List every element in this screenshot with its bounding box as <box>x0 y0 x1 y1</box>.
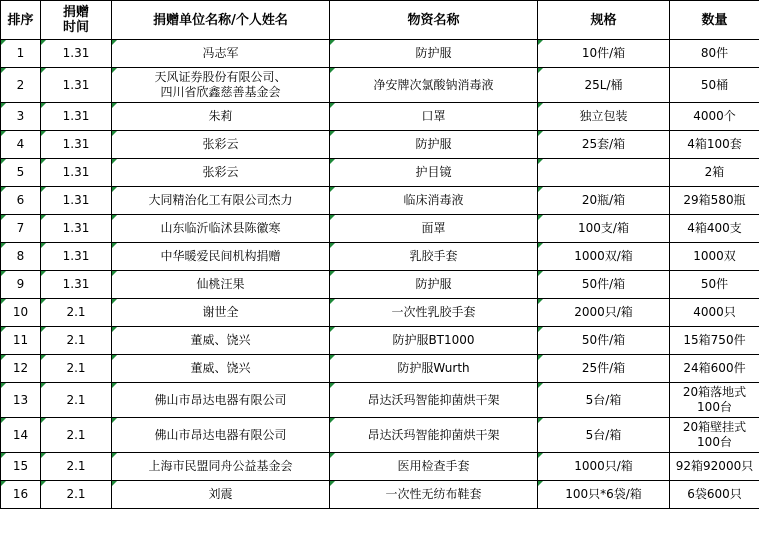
cell-spec: 20瓶/箱 <box>538 187 670 215</box>
cell-donor: 朱莉 <box>112 103 330 131</box>
cell-seq: 1 <box>1 40 41 68</box>
cell-date: 1.31 <box>41 40 112 68</box>
cell-qty: 4000只 <box>670 299 759 327</box>
table-row <box>1 481 759 509</box>
cell-qty: 29箱580瓶 <box>670 187 759 215</box>
table-row <box>1 453 759 481</box>
cell-spec: 1000双/箱 <box>538 243 670 271</box>
cell-date: 1.31 <box>41 271 112 299</box>
cell-donor: 张彩云 <box>112 159 330 187</box>
cell-item: 防护服BT1000 <box>330 327 538 355</box>
cell-seq: 8 <box>1 243 41 271</box>
cell-qty: 92箱92000只 <box>670 453 759 481</box>
header-donor: 捐赠单位名称/个人姓名 <box>112 1 330 40</box>
cell-donor: 刘震 <box>112 481 330 509</box>
table-row <box>1 327 759 355</box>
cell-item: 防护服 <box>330 271 538 299</box>
cell-seq: 16 <box>1 481 41 509</box>
header-seq: 排序 <box>1 1 41 40</box>
table-row <box>1 418 759 453</box>
cell-item: 昂达沃玛智能抑菌烘干架 <box>330 418 538 453</box>
cell-item: 临床消毒液 <box>330 187 538 215</box>
cell-date: 2.1 <box>41 355 112 383</box>
cell-donor: 冯志军 <box>112 40 330 68</box>
cell-item: 口罩 <box>330 103 538 131</box>
cell-date: 2.1 <box>41 418 112 453</box>
table-row <box>1 271 759 299</box>
header-spec: 规格 <box>538 1 670 40</box>
cell-qty: 4000个 <box>670 103 759 131</box>
table-body <box>1 40 759 509</box>
cell-donor: 佛山市昂达电器有限公司 <box>112 383 330 418</box>
cell-seq: 11 <box>1 327 41 355</box>
cell-spec <box>538 159 670 187</box>
cell-item: 护目镜 <box>330 159 538 187</box>
cell-seq: 15 <box>1 453 41 481</box>
table-row <box>1 187 759 215</box>
cell-donor: 谢世全 <box>112 299 330 327</box>
cell-spec: 25件/箱 <box>538 355 670 383</box>
cell-item: 净安牌次氯酸钠消毒液 <box>330 68 538 103</box>
table-row <box>1 131 759 159</box>
cell-qty: 4箱100套 <box>670 131 759 159</box>
cell-qty: 20箱壁挂式 100台 <box>670 418 759 453</box>
cell-item: 昂达沃玛智能抑菌烘干架 <box>330 383 538 418</box>
cell-seq: 7 <box>1 215 41 243</box>
cell-donor: 仙桃汪果 <box>112 271 330 299</box>
cell-spec: 100只*6袋/箱 <box>538 481 670 509</box>
cell-date: 2.1 <box>41 383 112 418</box>
cell-date: 1.31 <box>41 68 112 103</box>
cell-spec: 2000只/箱 <box>538 299 670 327</box>
cell-item: 防护服 <box>330 40 538 68</box>
table-row <box>1 159 759 187</box>
cell-qty: 4箱400支 <box>670 215 759 243</box>
cell-seq: 3 <box>1 103 41 131</box>
cell-donor: 董威、饶兴 <box>112 355 330 383</box>
cell-qty: 2箱 <box>670 159 759 187</box>
cell-qty: 20箱落地式 100台 <box>670 383 759 418</box>
header-row <box>1 1 759 40</box>
cell-item: 一次性乳胶手套 <box>330 299 538 327</box>
cell-date: 1.31 <box>41 131 112 159</box>
cell-qty: 1000双 <box>670 243 759 271</box>
cell-spec: 50件/箱 <box>538 271 670 299</box>
table-row <box>1 68 759 103</box>
cell-item: 一次性无纺布鞋套 <box>330 481 538 509</box>
cell-qty: 24箱600件 <box>670 355 759 383</box>
cell-seq: 9 <box>1 271 41 299</box>
table-row <box>1 215 759 243</box>
table-row <box>1 299 759 327</box>
cell-seq: 5 <box>1 159 41 187</box>
cell-seq: 14 <box>1 418 41 453</box>
cell-qty: 6袋600只 <box>670 481 759 509</box>
cell-date: 1.31 <box>41 103 112 131</box>
cell-item: 乳胶手套 <box>330 243 538 271</box>
cell-date: 1.31 <box>41 243 112 271</box>
cell-donor: 大同精治化工有限公司杰力 <box>112 187 330 215</box>
cell-item: 面罩 <box>330 215 538 243</box>
cell-seq: 4 <box>1 131 41 159</box>
header-item: 物资名称 <box>330 1 538 40</box>
table-row <box>1 355 759 383</box>
cell-seq: 2 <box>1 68 41 103</box>
cell-qty: 50桶 <box>670 68 759 103</box>
cell-date: 2.1 <box>41 481 112 509</box>
cell-spec: 50件/箱 <box>538 327 670 355</box>
header-date: 捐赠 时间 <box>41 1 112 40</box>
table-row <box>1 383 759 418</box>
cell-spec: 独立包装 <box>538 103 670 131</box>
cell-donor: 上海市民盟同舟公益基金会 <box>112 453 330 481</box>
table-row <box>1 40 759 68</box>
cell-donor: 佛山市昂达电器有限公司 <box>112 418 330 453</box>
cell-date: 2.1 <box>41 453 112 481</box>
cell-seq: 12 <box>1 355 41 383</box>
cell-date: 1.31 <box>41 187 112 215</box>
cell-date: 2.1 <box>41 299 112 327</box>
cell-spec: 25L/桶 <box>538 68 670 103</box>
cell-spec: 100支/箱 <box>538 215 670 243</box>
cell-qty: 80件 <box>670 40 759 68</box>
cell-qty: 50件 <box>670 271 759 299</box>
table-row <box>1 243 759 271</box>
cell-spec: 1000只/箱 <box>538 453 670 481</box>
cell-donor: 天风证券股份有限公司、 四川省欣鑫慈善基金会 <box>112 68 330 103</box>
cell-seq: 13 <box>1 383 41 418</box>
cell-seq: 10 <box>1 299 41 327</box>
cell-item: 医用检查手套 <box>330 453 538 481</box>
cell-donor: 中华暖爱民间机构捐赠 <box>112 243 330 271</box>
cell-date: 1.31 <box>41 159 112 187</box>
cell-donor: 张彩云 <box>112 131 330 159</box>
cell-donor: 董威、饶兴 <box>112 327 330 355</box>
cell-qty: 15箱750件 <box>670 327 759 355</box>
header-qty: 数量 <box>670 1 759 40</box>
cell-spec: 25套/箱 <box>538 131 670 159</box>
cell-spec: 5台/箱 <box>538 383 670 418</box>
table-row <box>1 103 759 131</box>
cell-seq: 6 <box>1 187 41 215</box>
cell-donor: 山东临沂临沭县陈徽寒 <box>112 215 330 243</box>
cell-spec: 10件/箱 <box>538 40 670 68</box>
cell-spec: 5台/箱 <box>538 418 670 453</box>
cell-item: 防护服Wurth <box>330 355 538 383</box>
cell-date: 2.1 <box>41 327 112 355</box>
cell-item: 防护服 <box>330 131 538 159</box>
cell-date: 1.31 <box>41 215 112 243</box>
